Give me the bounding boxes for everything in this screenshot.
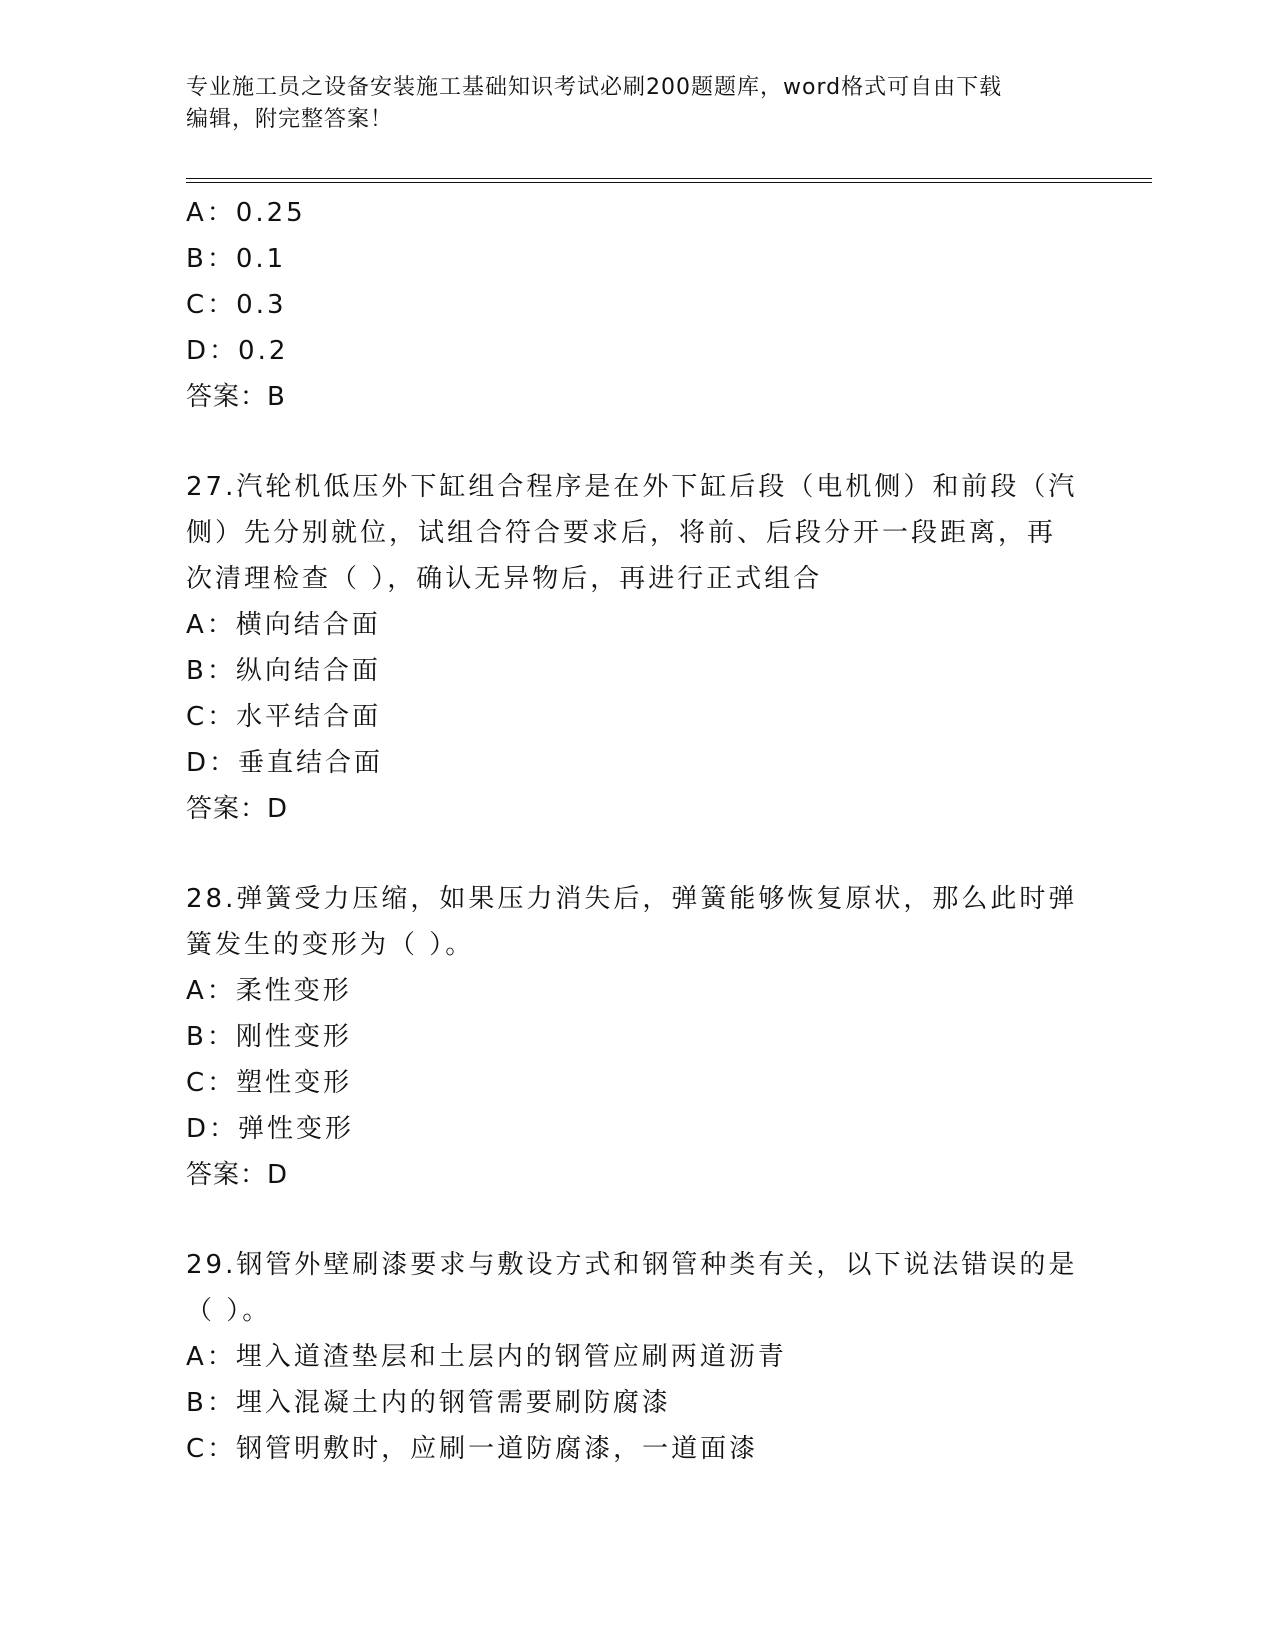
q27-stem-line-1: 27.汽轮机低压外下缸组合程序是在外下缸后段（电机侧）和前段（汽 — [186, 472, 1078, 502]
q29-option-b: B：埋入混凝土内的钢管需要刷防腐漆 — [186, 1388, 671, 1418]
header-line-1: 专业施工员之设备安装施工基础知识考试必刷200题题库，word格式可自由下载 — [186, 75, 1003, 100]
q28-answer: 答案：D — [186, 1160, 289, 1190]
q27-option-c: C：水平结合面 — [186, 702, 382, 732]
question-26-block — [186, 190, 1086, 420]
header-divider-top — [186, 178, 1152, 179]
q26-option-a: A：0.25 — [186, 198, 306, 228]
document-header — [186, 72, 1086, 136]
q29-stem-line-2: （ ）。 — [186, 1296, 272, 1326]
q28-stem-line-2: 簧发生的变形为（ ）。 — [186, 930, 475, 960]
q29-option-c: C：钢管明敷时，应刷一道防腐漆，一道面漆 — [186, 1434, 759, 1464]
q26-option-d: D：0.2 — [186, 336, 289, 366]
question-28-block — [186, 876, 1086, 1198]
q29-stem-line-1: 29.钢管外壁刷漆要求与敷设方式和钢管种类有关，以下说法错误的是 — [186, 1250, 1078, 1280]
q27-stem-line-2: 侧）先分别就位，试组合符合要求后，将前、后段分开一段距离，再 — [186, 518, 1057, 548]
q27-option-d: D：垂直结合面 — [186, 748, 384, 778]
q26-answer: 答案：B — [186, 382, 286, 412]
q26-option-b: B：0.1 — [186, 244, 287, 274]
question-27-block — [186, 464, 1086, 832]
q27-answer: 答案：D — [186, 794, 289, 824]
q28-option-a: A：柔性变形 — [186, 976, 352, 1006]
q29-stem — [186, 1242, 1086, 1334]
q26-option-c: C：0.3 — [186, 290, 287, 320]
q28-stem — [186, 876, 1086, 968]
q27-stem — [186, 464, 1086, 602]
q28-stem-line-1: 28.弹簧受力压缩，如果压力消失后，弹簧能够恢复原状，那么此时弹 — [186, 884, 1078, 914]
header-line-2: 编辑，附完整答案！ — [186, 107, 394, 132]
document-body — [186, 190, 1086, 1472]
question-29-block — [186, 1242, 1086, 1472]
header-divider-bottom — [186, 182, 1152, 183]
q27-option-b: B：纵向结合面 — [186, 656, 381, 686]
q28-option-c: C：塑性变形 — [186, 1068, 353, 1098]
q29-option-a: A：埋入道渣垫层和土层内的钢管应刷两道沥青 — [186, 1342, 787, 1372]
q28-option-d: D：弹性变形 — [186, 1114, 355, 1144]
q27-stem-line-3: 次清理检查（ ），确认无异物后，再进行正式组合 — [186, 564, 823, 594]
q28-option-b: B：刚性变形 — [186, 1022, 352, 1052]
q27-option-a: A：横向结合面 — [186, 610, 381, 640]
